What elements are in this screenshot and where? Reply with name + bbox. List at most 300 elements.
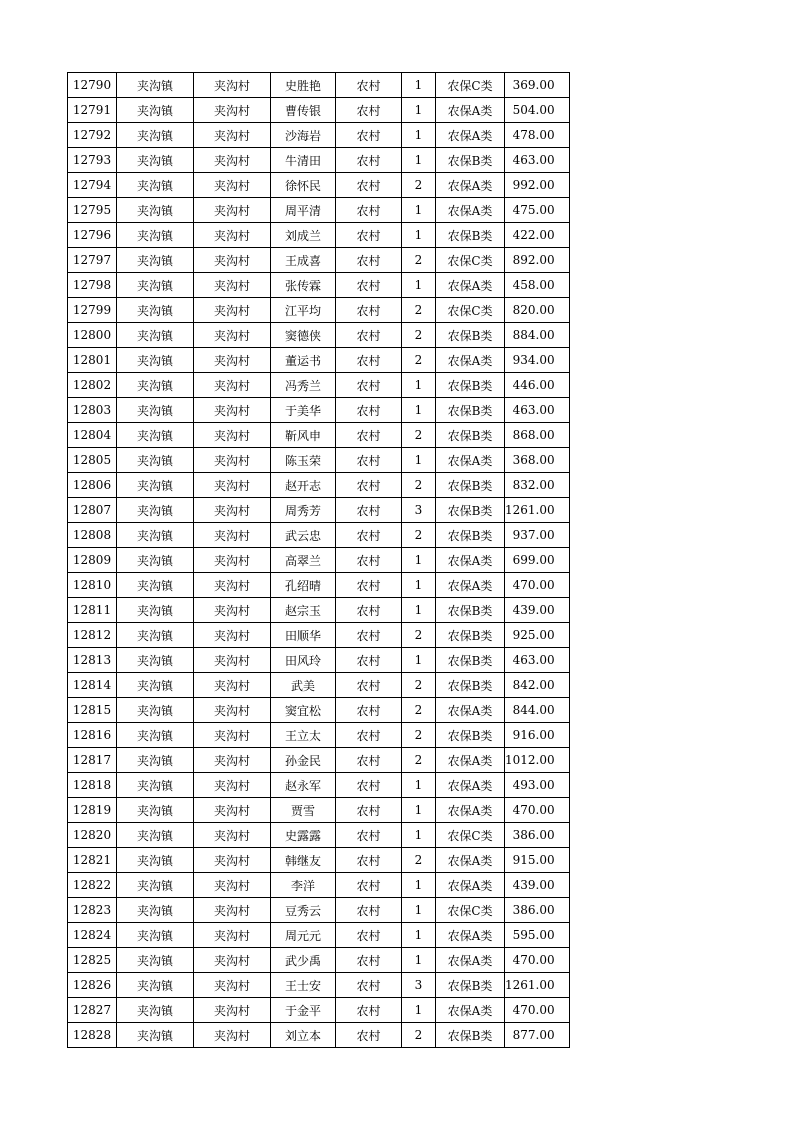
cell-amount: 892.00 [505,248,570,273]
cell-village: 夹沟村 [194,298,271,323]
cell-family-size: 2 [402,673,436,698]
cell-name: 武美 [271,673,336,698]
cell-name: 徐怀民 [271,173,336,198]
cell-village: 夹沟村 [194,873,271,898]
cell-household-type: 农村 [336,648,402,673]
cell-township: 夹沟镇 [117,473,194,498]
cell-insurance-category: 农保A类 [436,748,505,773]
cell-row-number: 12810 [68,573,117,598]
cell-township: 夹沟镇 [117,923,194,948]
cell-household-type: 农村 [336,373,402,398]
cell-family-size: 1 [402,223,436,248]
cell-amount: 1261.00 [505,973,570,998]
table-row [68,548,570,573]
cell-insurance-category: 农保B类 [436,398,505,423]
cell-family-size: 1 [402,898,436,923]
cell-name: 张传霖 [271,273,336,298]
table-row [68,723,570,748]
table-row [68,1023,570,1048]
cell-village: 夹沟村 [194,373,271,398]
cell-row-number: 12824 [68,923,117,948]
cell-name: 田顺华 [271,623,336,648]
cell-household-type: 农村 [336,698,402,723]
cell-village: 夹沟村 [194,1023,271,1048]
cell-household-type: 农村 [336,198,402,223]
cell-family-size: 1 [402,448,436,473]
cell-name: 王立太 [271,723,336,748]
table-row [68,698,570,723]
cell-township: 夹沟镇 [117,723,194,748]
cell-family-size: 2 [402,323,436,348]
cell-insurance-category: 农保A类 [436,198,505,223]
cell-family-size: 1 [402,948,436,973]
cell-township: 夹沟镇 [117,1023,194,1048]
cell-household-type: 农村 [336,248,402,273]
cell-township: 夹沟镇 [117,148,194,173]
cell-township: 夹沟镇 [117,773,194,798]
cell-household-type: 农村 [336,873,402,898]
cell-family-size: 2 [402,523,436,548]
cell-name: 江平均 [271,298,336,323]
table-row [68,173,570,198]
cell-village: 夹沟村 [194,98,271,123]
cell-household-type: 农村 [336,773,402,798]
cell-village: 夹沟村 [194,723,271,748]
cell-insurance-category: 农保A类 [436,448,505,473]
cell-township: 夹沟镇 [117,948,194,973]
cell-row-number: 12821 [68,848,117,873]
cell-amount: 832.00 [505,473,570,498]
cell-household-type: 农村 [336,598,402,623]
cell-village: 夹沟村 [194,423,271,448]
cell-household-type: 农村 [336,123,402,148]
cell-township: 夹沟镇 [117,623,194,648]
cell-village: 夹沟村 [194,698,271,723]
table-row [68,248,570,273]
cell-township: 夹沟镇 [117,373,194,398]
cell-name: 刘立本 [271,1023,336,1048]
cell-amount: 595.00 [505,923,570,948]
cell-township: 夹沟镇 [117,523,194,548]
cell-row-number: 12804 [68,423,117,448]
cell-name: 史露露 [271,823,336,848]
cell-family-size: 1 [402,573,436,598]
cell-township: 夹沟镇 [117,748,194,773]
cell-village: 夹沟村 [194,198,271,223]
cell-row-number: 12793 [68,148,117,173]
cell-row-number: 12819 [68,798,117,823]
cell-amount: 877.00 [505,1023,570,1048]
cell-village: 夹沟村 [194,748,271,773]
cell-row-number: 12791 [68,98,117,123]
cell-village: 夹沟村 [194,473,271,498]
table-row [68,973,570,998]
cell-village: 夹沟村 [194,73,271,98]
cell-household-type: 农村 [336,423,402,448]
cell-insurance-category: 农保C类 [436,898,505,923]
cell-township: 夹沟镇 [117,298,194,323]
cell-insurance-category: 农保A类 [436,273,505,298]
table-body [68,73,570,1048]
cell-insurance-category: 农保B类 [436,598,505,623]
cell-row-number: 12811 [68,598,117,623]
cell-family-size: 2 [402,1023,436,1048]
cell-insurance-category: 农保A类 [436,998,505,1023]
cell-insurance-category: 农保B类 [436,323,505,348]
cell-village: 夹沟村 [194,948,271,973]
cell-amount: 439.00 [505,873,570,898]
cell-row-number: 12823 [68,898,117,923]
cell-row-number: 12814 [68,673,117,698]
cell-family-size: 2 [402,848,436,873]
cell-amount: 386.00 [505,823,570,848]
table-row [68,148,570,173]
cell-row-number: 12802 [68,373,117,398]
table-row [68,498,570,523]
cell-amount: 369.00 [505,73,570,98]
cell-township: 夹沟镇 [117,498,194,523]
cell-household-type: 农村 [336,498,402,523]
cell-household-type: 农村 [336,548,402,573]
cell-row-number: 12822 [68,873,117,898]
cell-name: 史胜艳 [271,73,336,98]
cell-name: 豆秀云 [271,898,336,923]
cell-name: 赵开志 [271,473,336,498]
cell-insurance-category: 农保A类 [436,923,505,948]
cell-row-number: 12828 [68,1023,117,1048]
cell-family-size: 2 [402,298,436,323]
cell-village: 夹沟村 [194,573,271,598]
cell-household-type: 农村 [336,573,402,598]
cell-household-type: 农村 [336,798,402,823]
cell-insurance-category: 农保A类 [436,573,505,598]
cell-household-type: 农村 [336,998,402,1023]
cell-family-size: 1 [402,598,436,623]
cell-township: 夹沟镇 [117,698,194,723]
cell-family-size: 1 [402,373,436,398]
cell-name: 王成喜 [271,248,336,273]
table-row [68,748,570,773]
cell-amount: 699.00 [505,548,570,573]
cell-household-type: 农村 [336,448,402,473]
cell-insurance-category: 农保B类 [436,673,505,698]
cell-row-number: 12795 [68,198,117,223]
cell-township: 夹沟镇 [117,873,194,898]
cell-insurance-category: 农保B类 [436,148,505,173]
cell-amount: 478.00 [505,123,570,148]
cell-amount: 493.00 [505,773,570,798]
cell-village: 夹沟村 [194,548,271,573]
cell-household-type: 农村 [336,473,402,498]
cell-family-size: 2 [402,723,436,748]
cell-village: 夹沟村 [194,498,271,523]
table-row [68,798,570,823]
cell-family-size: 2 [402,698,436,723]
cell-name: 窦宜松 [271,698,336,723]
cell-family-size: 1 [402,923,436,948]
cell-township: 夹沟镇 [117,548,194,573]
table-row [68,323,570,348]
cell-village: 夹沟村 [194,398,271,423]
cell-amount: 470.00 [505,948,570,973]
cell-household-type: 农村 [336,323,402,348]
cell-amount: 884.00 [505,323,570,348]
cell-insurance-category: 农保B类 [436,648,505,673]
cell-amount: 470.00 [505,573,570,598]
cell-name: 田风玲 [271,648,336,673]
cell-family-size: 1 [402,398,436,423]
table-row [68,773,570,798]
cell-township: 夹沟镇 [117,248,194,273]
cell-name: 牛清田 [271,148,336,173]
cell-insurance-category: 农保C类 [436,248,505,273]
cell-name: 董运书 [271,348,336,373]
cell-township: 夹沟镇 [117,848,194,873]
cell-row-number: 12799 [68,298,117,323]
cell-township: 夹沟镇 [117,823,194,848]
cell-row-number: 12806 [68,473,117,498]
table-row [68,198,570,223]
cell-amount: 844.00 [505,698,570,723]
cell-village: 夹沟村 [194,923,271,948]
cell-village: 夹沟村 [194,623,271,648]
cell-name: 于金平 [271,998,336,1023]
cell-village: 夹沟村 [194,348,271,373]
table-row [68,73,570,98]
cell-row-number: 12794 [68,173,117,198]
cell-village: 夹沟村 [194,173,271,198]
cell-family-size: 1 [402,648,436,673]
table-row [68,273,570,298]
cell-amount: 470.00 [505,998,570,1023]
cell-family-size: 1 [402,273,436,298]
table-row [68,998,570,1023]
cell-village: 夹沟村 [194,523,271,548]
table-row [68,898,570,923]
cell-name: 周平清 [271,198,336,223]
cell-amount: 446.00 [505,373,570,398]
cell-household-type: 农村 [336,823,402,848]
cell-insurance-category: 农保A类 [436,348,505,373]
cell-household-type: 农村 [336,98,402,123]
cell-township: 夹沟镇 [117,573,194,598]
cell-name: 孔绍晴 [271,573,336,598]
cell-township: 夹沟镇 [117,348,194,373]
cell-row-number: 12812 [68,623,117,648]
cell-village: 夹沟村 [194,673,271,698]
cell-insurance-category: 农保A类 [436,98,505,123]
cell-insurance-category: 农保A类 [436,773,505,798]
cell-amount: 868.00 [505,423,570,448]
cell-village: 夹沟村 [194,898,271,923]
cell-insurance-category: 农保B类 [436,1023,505,1048]
cell-name: 窦德侠 [271,323,336,348]
cell-household-type: 农村 [336,523,402,548]
cell-family-size: 1 [402,823,436,848]
table-row [68,523,570,548]
cell-amount: 470.00 [505,798,570,823]
table-row [68,848,570,873]
cell-insurance-category: 农保B类 [436,373,505,398]
cell-household-type: 农村 [336,898,402,923]
table-row [68,948,570,973]
table-row [68,573,570,598]
cell-township: 夹沟镇 [117,448,194,473]
cell-row-number: 12798 [68,273,117,298]
cell-family-size: 1 [402,548,436,573]
cell-village: 夹沟村 [194,123,271,148]
cell-name: 周秀芳 [271,498,336,523]
cell-township: 夹沟镇 [117,223,194,248]
cell-insurance-category: 农保B类 [436,723,505,748]
cell-family-size: 1 [402,123,436,148]
cell-township: 夹沟镇 [117,123,194,148]
cell-amount: 458.00 [505,273,570,298]
cell-name: 高翠兰 [271,548,336,573]
cell-row-number: 12807 [68,498,117,523]
cell-family-size: 1 [402,873,436,898]
cell-row-number: 12817 [68,748,117,773]
cell-family-size: 1 [402,773,436,798]
cell-name: 陈玉荣 [271,448,336,473]
cell-village: 夹沟村 [194,973,271,998]
cell-name: 周元元 [271,923,336,948]
cell-household-type: 农村 [336,748,402,773]
cell-township: 夹沟镇 [117,898,194,923]
cell-household-type: 农村 [336,173,402,198]
cell-amount: 422.00 [505,223,570,248]
cell-township: 夹沟镇 [117,598,194,623]
table-row [68,448,570,473]
cell-name: 沙海岩 [271,123,336,148]
cell-row-number: 12805 [68,448,117,473]
cell-family-size: 2 [402,348,436,373]
cell-amount: 1261.00 [505,498,570,523]
cell-family-size: 1 [402,998,436,1023]
cell-amount: 1012.00 [505,748,570,773]
cell-household-type: 农村 [336,973,402,998]
cell-village: 夹沟村 [194,448,271,473]
cell-village: 夹沟村 [194,798,271,823]
cell-family-size: 1 [402,148,436,173]
cell-insurance-category: 农保A类 [436,173,505,198]
cell-family-size: 1 [402,73,436,98]
cell-row-number: 12826 [68,973,117,998]
table-row [68,923,570,948]
cell-township: 夹沟镇 [117,73,194,98]
cell-row-number: 12820 [68,823,117,848]
cell-insurance-category: 农保A类 [436,548,505,573]
cell-township: 夹沟镇 [117,798,194,823]
cell-township: 夹沟镇 [117,273,194,298]
cell-amount: 504.00 [505,98,570,123]
cell-insurance-category: 农保A类 [436,848,505,873]
cell-household-type: 农村 [336,223,402,248]
cell-village: 夹沟村 [194,148,271,173]
cell-family-size: 2 [402,473,436,498]
cell-village: 夹沟村 [194,848,271,873]
cell-family-size: 2 [402,623,436,648]
cell-household-type: 农村 [336,1023,402,1048]
cell-insurance-category: 农保B类 [436,473,505,498]
cell-amount: 463.00 [505,148,570,173]
cell-name: 孙金民 [271,748,336,773]
cell-insurance-category: 农保B类 [436,223,505,248]
cell-township: 夹沟镇 [117,973,194,998]
cell-insurance-category: 农保B类 [436,498,505,523]
cell-name: 武云忠 [271,523,336,548]
beneficiary-table [67,72,570,1048]
cell-family-size: 2 [402,748,436,773]
cell-amount: 916.00 [505,723,570,748]
table-row [68,373,570,398]
cell-household-type: 农村 [336,398,402,423]
table-row [68,873,570,898]
cell-row-number: 12816 [68,723,117,748]
table-row [68,398,570,423]
table-row [68,123,570,148]
cell-insurance-category: 农保C类 [436,298,505,323]
cell-row-number: 12827 [68,998,117,1023]
cell-name: 武少禹 [271,948,336,973]
cell-household-type: 农村 [336,673,402,698]
cell-row-number: 12803 [68,398,117,423]
cell-township: 夹沟镇 [117,323,194,348]
table-row [68,348,570,373]
cell-township: 夹沟镇 [117,398,194,423]
cell-name: 赵永军 [271,773,336,798]
cell-amount: 934.00 [505,348,570,373]
cell-family-size: 2 [402,423,436,448]
cell-amount: 937.00 [505,523,570,548]
cell-household-type: 农村 [336,623,402,648]
cell-township: 夹沟镇 [117,648,194,673]
table-row [68,223,570,248]
cell-row-number: 12796 [68,223,117,248]
cell-family-size: 2 [402,248,436,273]
cell-village: 夹沟村 [194,248,271,273]
cell-family-size: 1 [402,798,436,823]
cell-amount: 368.00 [505,448,570,473]
cell-row-number: 12809 [68,548,117,573]
cell-row-number: 12813 [68,648,117,673]
cell-family-size: 3 [402,498,436,523]
cell-insurance-category: 农保A类 [436,873,505,898]
cell-amount: 820.00 [505,298,570,323]
cell-township: 夹沟镇 [117,998,194,1023]
cell-insurance-category: 农保B类 [436,973,505,998]
cell-family-size: 1 [402,198,436,223]
cell-household-type: 农村 [336,948,402,973]
cell-household-type: 农村 [336,148,402,173]
cell-household-type: 农村 [336,298,402,323]
cell-township: 夹沟镇 [117,673,194,698]
table-row [68,473,570,498]
cell-row-number: 12797 [68,248,117,273]
cell-insurance-category: 农保B类 [436,623,505,648]
cell-row-number: 12792 [68,123,117,148]
cell-name: 刘成兰 [271,223,336,248]
cell-row-number: 12825 [68,948,117,973]
table-row [68,623,570,648]
cell-village: 夹沟村 [194,998,271,1023]
cell-row-number: 12801 [68,348,117,373]
cell-household-type: 农村 [336,723,402,748]
cell-name: 曹传银 [271,98,336,123]
cell-family-size: 1 [402,98,436,123]
cell-amount: 475.00 [505,198,570,223]
cell-amount: 386.00 [505,898,570,923]
